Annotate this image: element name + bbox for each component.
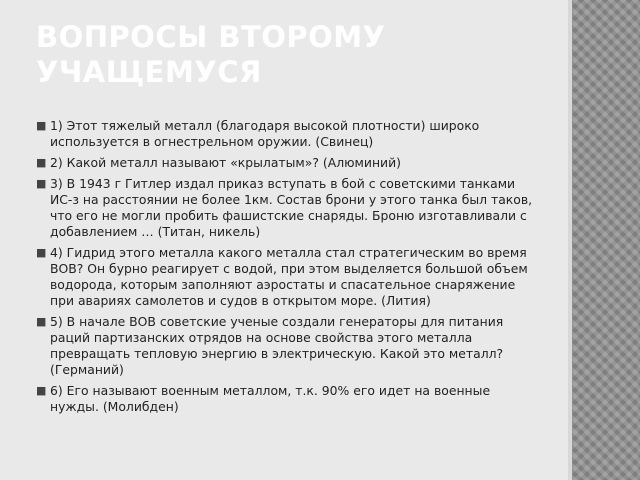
- bullet-icon: ■: [36, 246, 47, 259]
- question-text: 1) Этот тяжелый металл (благодаря высокой плотности) широко используется в огнестрельном оружии. (Свинец): [50, 118, 480, 149]
- bullet-icon: ■: [36, 156, 47, 169]
- question-text: 2) Какой металл называют «крылатым»? (Алюминий): [50, 155, 401, 170]
- list-item: [36, 176, 536, 240]
- slide-title: ВОПРОСЫ ВТОРОМУ УЧАЩЕМУСЯ: [36, 20, 386, 89]
- question-list: [36, 118, 536, 420]
- bullet-icon: ■: [36, 119, 47, 132]
- list-item: [36, 383, 536, 415]
- bullet-icon: ■: [36, 384, 47, 397]
- list-item: [36, 155, 536, 171]
- list-item: [36, 118, 536, 150]
- bullet-icon: ■: [36, 177, 47, 190]
- question-text: 6) Его называют военным металлом, т.к. 90% его идет на военные нужды. (Молибден): [50, 383, 491, 414]
- decorative-side-panel: [572, 0, 640, 480]
- question-text: 4) Гидрид этого металла какого металла стал стратегическим во время ВОВ? Он бурно реагирует с водой, при этом выделяется большой объем водорода, которым заполняют аэростаты и спасательное снаряжение при авариях самолетов и судов в открытом море. (Лития): [50, 245, 528, 308]
- list-item: [36, 314, 536, 378]
- list-item: [36, 245, 536, 309]
- bullet-icon: ■: [36, 315, 47, 328]
- question-text: 5) В начале ВОВ советские ученые создали генераторы для питания раций партизанских отрядов на основе свойства этого металла превращать тепловую энергию в электрическую. Какой это металл? (Германий): [50, 314, 504, 377]
- question-text: 3) В 1943 г Гитлер издал приказ вступать в бой с советскими танками ИС-з на расстоянии не более 1км. Состав брони у этого танка был таков, что его не могли пробить фашистские снаряды. Броню изготавливали с добавлением … (Титан, никель): [50, 176, 533, 239]
